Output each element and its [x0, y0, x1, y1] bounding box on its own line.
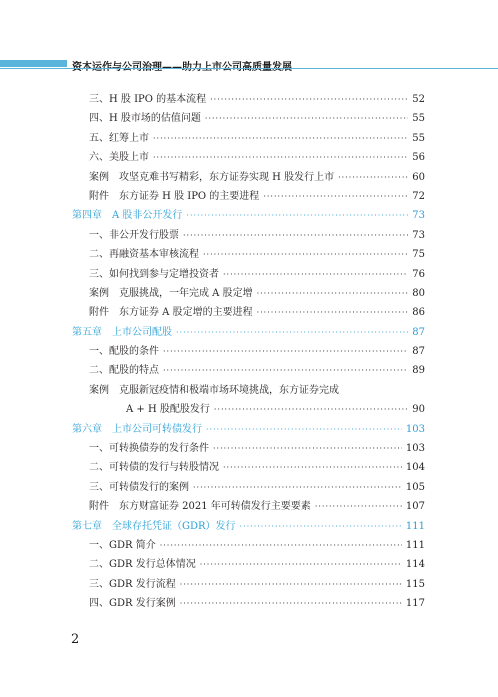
toc-entry-page: 60 [412, 171, 425, 183]
toc-entry[interactable] [72, 129, 425, 148]
toc-entry-title: 一、GDR 简介 [89, 539, 156, 551]
dot-leader [160, 541, 402, 550]
toc-entry-title: 三、H 股 IPO 的基本流程 [89, 94, 207, 105]
toc-entry[interactable] [72, 478, 425, 497]
toc-entry-title: 三、如何找到参与定增投资者 [89, 268, 219, 280]
toc-entry-title: 一、非公开发行股票 [89, 229, 179, 241]
dot-leader [163, 347, 408, 356]
toc-entry[interactable] [72, 245, 425, 264]
toc-chapter-entry[interactable] [72, 517, 425, 536]
toc-chapter-entry[interactable] [72, 323, 425, 342]
toc-entry[interactable] [72, 594, 425, 613]
toc-entry-page: 55 [412, 113, 425, 125]
toc-entry-title: 三、可转债发行的案例 [89, 481, 189, 493]
toc-entry-title: 附件 东方证券 A 股定增的主要进程 [89, 307, 253, 319]
dot-leader [183, 231, 408, 240]
table-of-contents [72, 90, 425, 614]
dot-leader [206, 425, 402, 434]
toc-entry[interactable] [72, 187, 425, 206]
toc-entry[interactable] [72, 381, 425, 400]
dot-leader [213, 444, 402, 453]
toc-entry-title: 四、GDR 发行案例 [89, 598, 176, 610]
toc-entry-page: 111 [405, 539, 425, 551]
toc-entry-title: 二、可转债的发行与转股情况 [89, 462, 219, 474]
toc-entry-page: 80 [412, 287, 425, 299]
toc-entry-page: 73 [412, 229, 425, 241]
dot-leader [263, 192, 408, 201]
toc-entry-title: 案例 克服新冠疫情和极端市场环境挑战，东方证券完成 [89, 384, 339, 396]
toc-entry-page: 52 [412, 94, 425, 105]
toc-entry-title: 第六章 上市公司可转债发行 [72, 423, 202, 435]
toc-entry-page: 56 [412, 152, 425, 164]
toc-entry-page: 86 [412, 307, 425, 319]
dot-leader [163, 366, 408, 375]
dot-leader [223, 463, 402, 472]
toc-entry-page: 87 [412, 326, 425, 338]
dot-leader [257, 289, 409, 298]
dot-leader [180, 599, 402, 608]
toc-entry-title: 二、GDR 发行总体情况 [89, 559, 196, 571]
dot-leader [153, 153, 408, 162]
toc-entry-page: 73 [412, 210, 425, 222]
dot-leader [200, 560, 402, 569]
toc-entry[interactable] [72, 497, 425, 516]
toc-entry-page: 103 [405, 423, 425, 435]
dot-leader [257, 308, 409, 317]
dot-leader [210, 95, 408, 104]
header-accent-bar [0, 60, 67, 67]
dot-leader [180, 580, 402, 589]
toc-entry-page: 89 [412, 365, 425, 377]
toc-entry[interactable] [72, 400, 425, 419]
toc-entry[interactable] [72, 90, 425, 109]
toc-entry[interactable] [72, 109, 425, 128]
toc-entry-title: 第四章 A 股非公开发行 [72, 210, 183, 222]
toc-entry-title: 二、配股的特点 [89, 365, 159, 377]
toc-entry[interactable] [72, 303, 425, 322]
toc-entry-title: 案例 克服挑战，一年完成 A 股定增 [89, 287, 253, 299]
toc-entry-page: 103 [405, 443, 425, 455]
dot-leader [240, 522, 402, 531]
toc-entry-title: 附件 东方财富证券 2021 年可转债发行主要要素 [89, 501, 311, 513]
toc-entry-page: 117 [405, 598, 425, 610]
toc-entry-title: 二、再融资基本审核流程 [89, 249, 199, 261]
toc-entry[interactable] [72, 265, 425, 284]
header-rule [0, 68, 498, 69]
dot-leader [205, 114, 408, 123]
dot-leader [203, 250, 408, 259]
toc-entry-page: 55 [412, 132, 425, 144]
toc-entry[interactable] [72, 284, 425, 303]
toc-entry-page: 114 [405, 559, 425, 571]
toc-entry[interactable] [72, 168, 425, 187]
toc-entry-title: 一、配股的条件 [89, 346, 159, 358]
toc-entry[interactable] [72, 536, 425, 555]
toc-entry-title: 五、红筹上市 [89, 132, 149, 144]
dot-leader [186, 211, 408, 220]
toc-entry-title: 第五章 上市公司配股 [72, 326, 172, 338]
toc-entry[interactable] [72, 226, 425, 245]
dot-leader [223, 270, 408, 279]
toc-entry-page: 87 [412, 346, 425, 358]
toc-entry-page: 115 [405, 578, 425, 590]
toc-entry-page: 72 [412, 190, 425, 202]
toc-entry-title: A + H 股配股发行 [126, 404, 210, 416]
dot-leader [338, 173, 408, 182]
toc-entry[interactable] [72, 575, 425, 594]
toc-entry-title: 案例 攻坚克难书写精彩，东方证券实现 H 股发行上市 [89, 171, 335, 183]
dot-leader [193, 483, 402, 492]
toc-entry[interactable] [72, 439, 425, 458]
dot-leader [153, 134, 408, 143]
toc-entry-page: 104 [405, 462, 425, 474]
toc-entry-title: 一、可转换债券的发行条件 [89, 443, 209, 455]
toc-entry[interactable] [72, 148, 425, 167]
toc-entry-title: 附件 东方证券 H 股 IPO 的主要进程 [89, 190, 260, 202]
toc-entry-page: 75 [412, 249, 425, 261]
toc-entry-page: 107 [405, 501, 425, 513]
toc-entry[interactable] [72, 458, 425, 477]
toc-chapter-entry[interactable] [72, 420, 425, 439]
toc-entry-page: 111 [405, 520, 425, 532]
toc-entry-title: 四、H 股市场的估值问题 [89, 113, 201, 125]
toc-entry-title: 六、美股上市 [89, 152, 149, 164]
toc-entry-page: 90 [412, 404, 425, 416]
dot-leader [176, 328, 408, 337]
toc-entry-page: 105 [405, 481, 425, 493]
toc-entry[interactable] [72, 342, 425, 361]
toc-chapter-entry[interactable] [72, 206, 425, 225]
running-header-title [72, 58, 292, 73]
dot-leader [214, 405, 408, 414]
toc-entry[interactable] [72, 555, 425, 574]
toc-entry[interactable] [72, 361, 425, 380]
toc-entry-page: 76 [412, 268, 425, 280]
toc-entry-title: 第七章 全球存托凭证（GDR）发行 [72, 520, 236, 532]
page-number: 2 [71, 632, 80, 647]
toc-entry-title: 三、GDR 发行流程 [89, 578, 176, 590]
dot-leader [315, 502, 402, 511]
